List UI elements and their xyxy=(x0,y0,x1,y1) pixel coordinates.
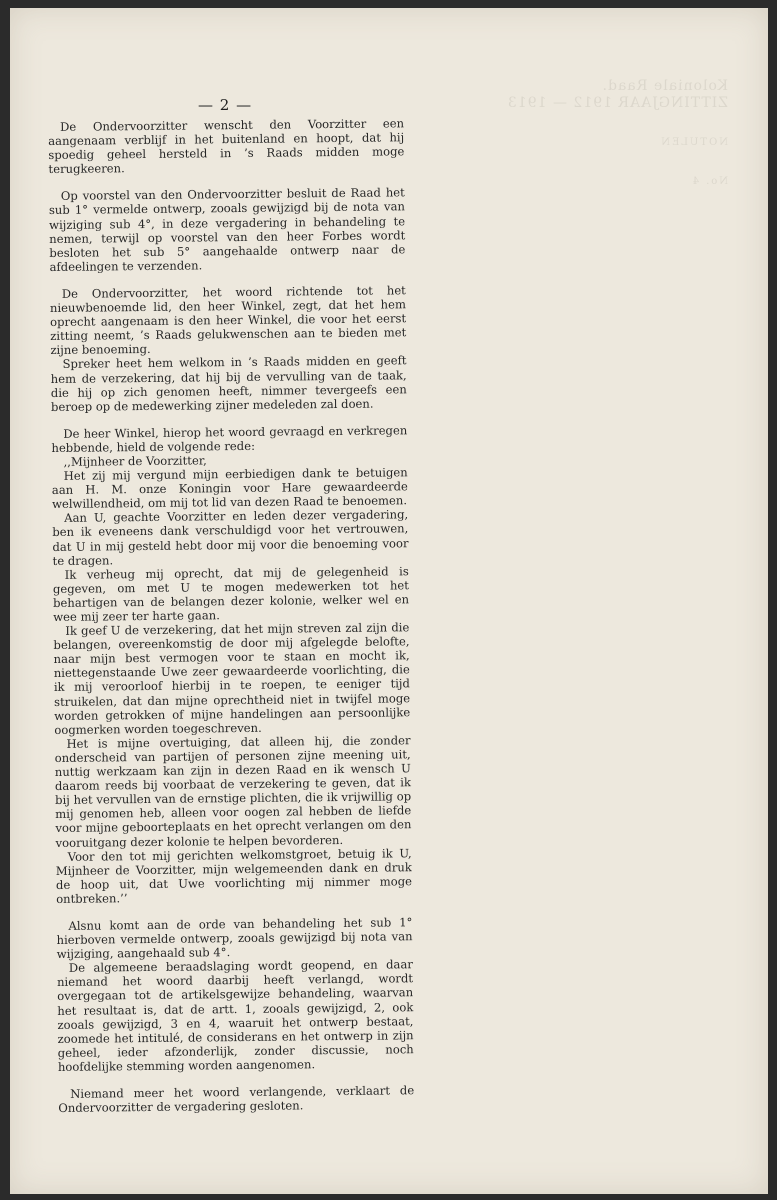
paragraph: Aan U, geachte Voorzitter en leden dezer vergadering, ben ik eveneens dank verschuldigd voor het vertrouwen, dat U in mij gesteld hebt door mij voor die benoeming voor te dragen. xyxy=(52,507,409,568)
page-number: — 2 — xyxy=(198,96,253,114)
paragraph: ,,Mijnheer de Voorzitter, xyxy=(63,453,207,469)
paragraph: Ik geef U de verzekering, dat het mijn streven zal zijn die belangen, overeenkomstig de door mij afgelegde belofte, naar mijn best vermogen voor te staan en mocht ik, niettegenstaande Uwe zeer gewaardeerde voorlichting, die ik mij veroorloof hierbij in te roepen, te eeniger tijd struikelen, dat dan mijne oprechtheid niet in twijfel moge worden getrokken of mijne handelingen aan persoonlijke oogmerken worden toegeschreven. xyxy=(53,620,411,737)
paragraph: Ik verheug mij oprecht, dat mij de gelegenheid is gegeven, om met U te mogen medewerken tot het behartigen van de belangen dezer kolonie, welker wel en wee mij zeer ter harte gaan. xyxy=(52,563,410,624)
bleed-line-4: No. 4 xyxy=(690,176,728,187)
paragraph: Het zij mij vergund mijn eerbiedigen dank te betuigen aan H. M. onze Koningin voor Hare gewaardeerde welwillendheid, om mij tot lid van dezen Raad te benoemen. xyxy=(51,465,408,512)
paragraph: Spreker heet hem welkom in ’s Raads midden en geeft hem de verzekering, dat hij bij de vervulling van de taak, die hij op zich genomen heeft, nimmer tevergeefs een beroep op de medewerking zijner medeleden zal doen. xyxy=(50,353,407,414)
document-page xyxy=(10,8,768,1194)
paragraph: Het is mijne overtuiging, dat alleen hij, die zonder onderscheid van partijen of personen zijne meening uit, nuttig werkzaam kan zijn in dezen Raad en ik wensch U daarom reeds bij voorbaat de verzekering te geven, dat ik bij het vervullen van de ernstige plichten, die ik vrijwillig op mij genomen heb, alleen voor oogen zal hebben de liefde voor mijne geboorteplaats en het oprecht verlangen om den vooruitgang dezer kolonie te helpen bevorderen. xyxy=(54,733,412,850)
paragraph: Niemand meer het woord verlangende, verklaart de Ondervoorzitter de vergadering gesloten. xyxy=(58,1083,415,1116)
body-text xyxy=(48,116,414,1115)
paragraph: De Ondervoorzitter, het woord richtende tot het nieuwbenoemde lid, den heer Winkel, zegt, dat het hem oprecht aangenaam is den heer Winkel, die voor het eerst zitting neemt, ’s Raads gelukwenschen aan te bieden met zijne benoeming. xyxy=(49,283,407,358)
bleed-through-text xyxy=(498,78,728,190)
bleed-line-2: ZITTINGJAAR 1912 — 1913 xyxy=(506,95,728,111)
paragraph: De algemeene beraadslaging wordt geopend, en daar niemand het woord daarbij heeft verlangd, wordt overgegaan tot de artikelsgewijze behandeling, waarvan het resultaat is, dat de artt. 1, zooals gewijzigd, 2, ook zooals gewijzigd, 3 en 4, waaruit het ontwerp bestaat, zoomede het intitulé, de considerans en het ontwerp in zijn geheel, ieder afzonderlijk, zonder discussie, noch hoofdelijke stemming worden aangenomen. xyxy=(56,957,414,1074)
paragraph: Op voorstel van den Ondervoorzitter besluit de Raad het sub 1° vermelde ontwerp, zooals gewijzigd bij de nota van wijziging sub 4°, in deze vergadering in behandeling te nemen, terwijl op voorstel van den heer Forbes wordt besloten het sub 5° aangehaalde ontwerp naar de afdeelingen te verzenden. xyxy=(48,185,406,274)
bleed-line-1: Koloniale Raad. xyxy=(601,78,728,94)
paragraph: Alsnu komt aan de orde van behandeling het sub 1° hierboven vermelde ontwerp, zooals gewijzigd bij nota van wijziging, aangehaald sub 4°. xyxy=(56,915,413,962)
paragraph: De Ondervoorzitter wenscht den Voorzitter een aangenaam verblijf in het buitenland en hoopt, dat hij spoedig geheel hersteld in ’s Raads midden moge terugkeeren. xyxy=(48,116,405,177)
paragraph: Voor den tot mij gerichten welkomstgroet, betuig ik U, Mijnheer de Voorzitter, mijn welgemeenden dank en druk de hoop uit, dat Uwe voorlichting mij nimmer moge ontbreken.’’ xyxy=(55,845,413,906)
bleed-line-3: NOTULEN xyxy=(659,137,728,148)
paragraph: De heer Winkel, hierop het woord gevraagd en verkregen hebbende, hield de volgende rede: xyxy=(51,423,408,455)
